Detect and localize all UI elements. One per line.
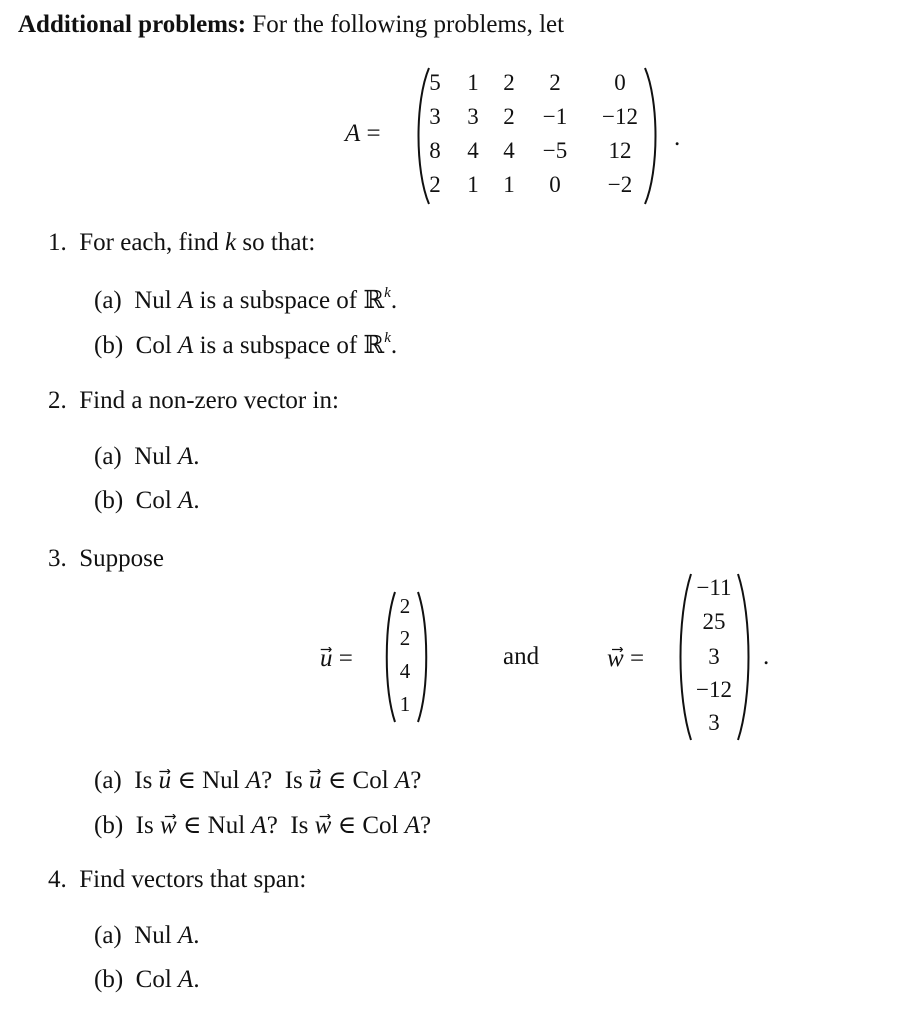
matrix-cell: 2 xyxy=(549,70,561,95)
vector-u-entry: 1 xyxy=(399,692,411,716)
matrix-cell: −1 xyxy=(542,104,568,129)
vector-w-entry: −12 xyxy=(696,677,732,702)
matrix-cell: −5 xyxy=(542,138,568,163)
matrix-cell: 4 xyxy=(467,138,479,163)
real-numbers-symbol: ℝ xyxy=(363,287,385,314)
matrix-cell: 2 xyxy=(503,104,515,129)
matrix-cell: −2 xyxy=(607,172,633,197)
matrix-cell: −12 xyxy=(602,104,638,129)
matrix-cell: 0 xyxy=(614,70,626,95)
matrix-period: . xyxy=(674,124,681,151)
matrix-cell: 2 xyxy=(429,172,441,197)
vector-u-entry: 2 xyxy=(399,626,411,650)
problem-3: 3. Suppose xyxy=(48,545,164,572)
intro-heading: Additional problems: xyxy=(18,11,247,38)
matrix-cell: 1 xyxy=(503,172,515,197)
matrix-cell: 1 xyxy=(467,70,479,95)
matrix-cell: 2 xyxy=(503,70,515,95)
vector-w-entry: −11 xyxy=(696,575,732,600)
intro-line xyxy=(18,12,564,37)
problem-2a: (a) Nul A. xyxy=(94,443,200,470)
problem-1b: (b) Col A is a subspace of ℝ$^k$. xyxy=(94,330,398,359)
vector-w-entry: 3 xyxy=(708,644,720,669)
problem-4: 4. Find vectors that span: xyxy=(48,866,307,893)
matrix-cell: 0 xyxy=(549,172,561,197)
real-numbers-symbol: ℝ xyxy=(363,332,385,359)
problem-4a: (a) Nul A. xyxy=(94,922,200,949)
problem-1: 1. For each, find k so that: xyxy=(48,229,316,256)
vector-u-entry: 4 xyxy=(399,659,411,683)
problem-1a: (a) Nul A is a subspace of ℝ$^k$. xyxy=(94,285,398,314)
vector-w-entry: 25 xyxy=(702,609,726,634)
vector-u-entry: 2 xyxy=(399,594,411,618)
intro-text: For the following problems, let xyxy=(252,11,565,38)
matrix-a-label: A = xyxy=(345,120,381,147)
matrix-cell: 3 xyxy=(467,104,479,129)
problem-3a: (a) Is u ∈ Nul A? Is u ∈ Col A? xyxy=(94,767,422,794)
vector-w-label: w = xyxy=(607,645,645,672)
vector-u-label: u = xyxy=(320,645,353,672)
matrix-cell: 5 xyxy=(429,70,441,95)
vector-connector: and xyxy=(503,643,540,670)
matrix-cell: 12 xyxy=(608,138,632,163)
matrix-cell: 8 xyxy=(429,138,441,163)
vector-w-period: . xyxy=(763,643,770,670)
matrix-cell: 1 xyxy=(467,172,479,197)
matrix-cell: 4 xyxy=(503,138,515,163)
problem-4b: (b) Col A. xyxy=(94,966,200,993)
problem-2: 2. Find a non-zero vector in: xyxy=(48,387,339,414)
problem-2b: (b) Col A. xyxy=(94,487,200,514)
problem-3b: (b) Is w ∈ Nul A? Is w ∈ Col A? xyxy=(94,812,432,839)
matrix-cell: 3 xyxy=(429,104,441,129)
vector-w-entry: 3 xyxy=(708,710,720,735)
